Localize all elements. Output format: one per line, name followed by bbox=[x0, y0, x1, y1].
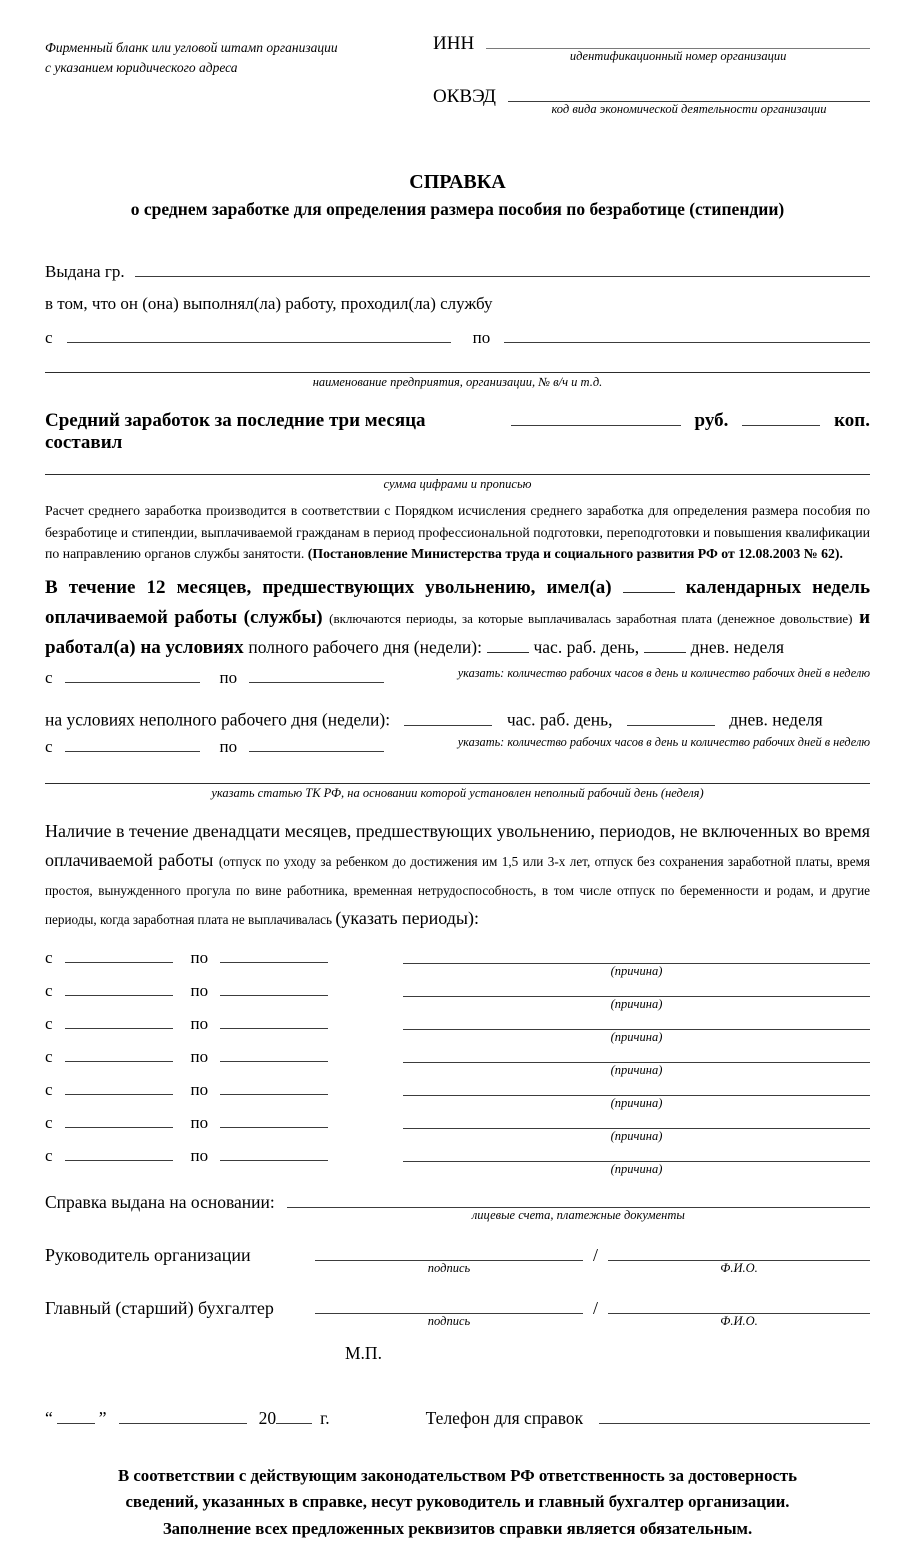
quote-open: “ bbox=[45, 1407, 53, 1428]
period-from-field[interactable] bbox=[65, 944, 173, 963]
excluded-period-rows bbox=[45, 944, 870, 1175]
basis-field[interactable] bbox=[287, 1187, 870, 1208]
okved-caption: код вида экономической деятельности организации bbox=[551, 101, 827, 116]
work-from-label: с bbox=[45, 327, 53, 347]
head-name-caption: Ф.И.О. bbox=[720, 1260, 758, 1275]
basis-label: Справка выдана на основании: bbox=[45, 1192, 275, 1213]
part-time-section bbox=[45, 706, 870, 730]
period-from-label: с bbox=[45, 1080, 53, 1100]
period-reason-caption: (причина) bbox=[610, 1162, 663, 1176]
excluded-lead-small: (отпуск по уходу за ребенком до достижения им 1,5 или 3-х лет, отпуск без сохранения заработной платы, время простоя, вынужденного прогула по вине работника, временная нетрудоспособность, в том числе отпуск по беременности и родам, и другие периоды, когда заработная плата не выплачивалась bbox=[45, 853, 870, 927]
full-days-label: днев. неделя bbox=[690, 637, 785, 657]
excluded-period-row bbox=[45, 944, 870, 977]
inn-caption: идентификационный номер организации bbox=[569, 49, 787, 63]
work-to-label: по bbox=[472, 327, 491, 347]
letterhead-line1: Фирменный бланк или угловой штамп организации bbox=[45, 40, 338, 55]
period-reason-field[interactable] bbox=[403, 944, 870, 964]
full-hours-field[interactable] bbox=[487, 632, 529, 653]
excluded-periods-lead bbox=[45, 817, 870, 932]
period-to-label: по bbox=[190, 1014, 209, 1034]
day-field[interactable] bbox=[57, 1404, 95, 1423]
disclaimer-line1: В соответствии с действующим законодательством РФ ответственность за достоверность bbox=[117, 1465, 798, 1485]
earnings-rub-field[interactable] bbox=[511, 405, 681, 426]
twelve-bold-2: календарных недель оплачиваемой работы (службы) bbox=[45, 577, 871, 628]
sum-caption: сумма цифрами и прописью bbox=[383, 476, 532, 491]
period-reason-field[interactable] bbox=[403, 1109, 870, 1129]
period-reason-caption: (причина) bbox=[610, 997, 663, 1011]
excluded-period-row bbox=[45, 977, 870, 1010]
period-to-label: по bbox=[190, 1047, 209, 1067]
period-to-field[interactable] bbox=[220, 1109, 328, 1128]
period-from-label: с bbox=[45, 1113, 53, 1133]
calc-note-regular: Расчет среднего заработка производится в соответствии с Порядком исчисления среднего заработка для определения размера пособия по безработице и стипендии, выплачиваемой гражданам в период профессиональной подготовки, переподготовки и повышения квалификации по направлению органов службы занятости. bbox=[45, 503, 870, 561]
excluded-period-row bbox=[45, 1109, 870, 1142]
full-to-label: по bbox=[219, 668, 238, 688]
period-from-label: с bbox=[45, 981, 53, 1001]
period-to-field[interactable] bbox=[220, 1043, 328, 1062]
twelve-small-note: (включаются периоды, за которые выплачивалась заработная плата (денежное довольствие) bbox=[329, 610, 853, 626]
okved-label: ОКВЭД bbox=[433, 85, 496, 107]
date-phone-row bbox=[45, 1404, 870, 1428]
calc-note-decree: (Постановление Министерства труда и социального развития РФ от 12.08.2003 № 62). bbox=[307, 545, 843, 561]
part-time-period-row bbox=[45, 733, 870, 757]
full-from-field[interactable] bbox=[65, 664, 200, 683]
earnings-label: Средний заработок за последние три месяца составил bbox=[45, 409, 426, 453]
period-to-field[interactable] bbox=[220, 977, 328, 996]
part-days-field[interactable] bbox=[627, 706, 715, 725]
head-name-field[interactable] bbox=[608, 1240, 870, 1261]
okved-row bbox=[433, 79, 870, 118]
stamp-label: М.П. bbox=[345, 1343, 382, 1364]
part-from-label: с bbox=[45, 736, 53, 756]
issued-to-label: Выдана гр. bbox=[45, 262, 125, 282]
basis-section bbox=[45, 1187, 870, 1224]
sum-rule bbox=[45, 474, 870, 475]
excluded-period-row bbox=[45, 1076, 870, 1109]
full-time-caption: указать: количество рабочих часов в день и количество рабочих дней в неделю bbox=[457, 666, 870, 681]
year-field[interactable] bbox=[276, 1404, 312, 1423]
okved-field[interactable] bbox=[508, 79, 870, 102]
title-subtitle: о среднем заработке для определения размера пособия по безработице (стипендии) bbox=[130, 199, 785, 220]
accountant-label: Главный (старший) бухгалтер bbox=[45, 1297, 274, 1318]
head-signature-field[interactable] bbox=[315, 1240, 583, 1261]
full-day-label: полного рабочего дня (недели): bbox=[248, 637, 482, 657]
period-to-label: по bbox=[190, 948, 209, 968]
excluded-lead-end: (указать периоды): bbox=[335, 907, 480, 928]
twelve-bold-3: и работал(а) на условиях bbox=[45, 606, 871, 658]
letterhead-line2: с указанием юридического адреса bbox=[45, 60, 238, 76]
full-from-label: с bbox=[45, 668, 53, 688]
period-to-field[interactable] bbox=[220, 1076, 328, 1095]
period-from-field[interactable] bbox=[65, 977, 173, 996]
basis-caption: лицевые счета, платежные документы bbox=[471, 1208, 685, 1223]
period-reason-caption: (причина) bbox=[610, 1030, 663, 1044]
period-to-label: по bbox=[190, 1080, 209, 1100]
full-hours-label: час. раб. день, bbox=[533, 637, 640, 657]
head-signature-row bbox=[45, 1240, 870, 1277]
full-to-field[interactable] bbox=[249, 664, 384, 683]
year-suffix: г. bbox=[320, 1407, 330, 1428]
disclaimer-line3: Заполнение всех предложенных реквизитов справки является обязательным. bbox=[162, 1519, 753, 1539]
year-prefix: 20 bbox=[258, 1407, 277, 1428]
period-reason-field[interactable] bbox=[403, 1043, 870, 1063]
period-to-field[interactable] bbox=[220, 944, 328, 963]
period-to-field[interactable] bbox=[220, 1142, 328, 1161]
earnings-kop-field[interactable] bbox=[742, 405, 820, 426]
issued-section bbox=[45, 258, 870, 390]
full-days-field[interactable] bbox=[644, 632, 686, 653]
accountant-signature-row bbox=[45, 1293, 870, 1330]
organization-rule bbox=[45, 372, 870, 373]
tk-caption: указать статью ТК РФ, на основании которой установлен неполный рабочий день (неделя) bbox=[211, 785, 704, 800]
calculation-note bbox=[45, 500, 870, 564]
period-from-field[interactable] bbox=[65, 1010, 173, 1029]
period-from-field[interactable] bbox=[65, 1043, 173, 1062]
period-from-field[interactable] bbox=[65, 1142, 173, 1161]
quote-close: ” bbox=[98, 1407, 107, 1428]
part-to-label: по bbox=[219, 736, 238, 756]
disclaimer-line2: сведений, указанных в справке, несут руководитель и главный бухгалтер организации. bbox=[125, 1492, 790, 1512]
twelve-bold-1: В течение 12 месяцев, предшествующих увольнению, имел(а) bbox=[45, 577, 612, 599]
part-days-label: днев. неделя bbox=[729, 709, 823, 730]
inn-row bbox=[433, 26, 870, 65]
period-reason-caption: (причина) bbox=[610, 964, 663, 978]
head-label: Руководитель организации bbox=[45, 1244, 251, 1265]
kop-label: коп. bbox=[834, 409, 870, 431]
earnings-section bbox=[45, 405, 870, 454]
title-main: СПРАВКА bbox=[409, 171, 506, 194]
month-field[interactable] bbox=[119, 1404, 247, 1423]
period-from-field[interactable] bbox=[65, 1109, 173, 1128]
period-from-label: с bbox=[45, 1047, 53, 1067]
twelve-months-section bbox=[45, 572, 870, 662]
period-reason-field[interactable] bbox=[403, 1076, 870, 1096]
accountant-signature-field[interactable] bbox=[315, 1293, 583, 1314]
period-reason-caption: (причина) bbox=[610, 1096, 663, 1110]
part-time-caption: указать: количество рабочих часов в день и количество рабочих дней в неделю bbox=[457, 734, 870, 749]
work-to-field[interactable] bbox=[504, 324, 870, 343]
period-from-label: с bbox=[45, 1146, 53, 1166]
full-time-period-row bbox=[45, 664, 870, 688]
period-reason-field[interactable] bbox=[403, 1142, 870, 1162]
part-from-field[interactable] bbox=[65, 733, 200, 752]
period-to-field[interactable] bbox=[220, 1010, 328, 1029]
inn-label: ИНН bbox=[433, 33, 475, 54]
period-reason-caption: (причина) bbox=[610, 1063, 663, 1077]
phone-label: Телефон для справок bbox=[425, 1407, 584, 1428]
accountant-sign-caption: подпись bbox=[427, 1313, 471, 1328]
form-header bbox=[45, 26, 870, 117]
part-hours-label: час. раб. день, bbox=[506, 709, 613, 730]
part-time-label: на условиях неполного рабочего дня (недели): bbox=[45, 709, 391, 730]
inn-field[interactable] bbox=[486, 26, 870, 49]
excluded-period-row bbox=[45, 1043, 870, 1076]
organization-caption: наименование предприятия, организации, № в/ч и т.д. bbox=[312, 374, 603, 389]
issued-to-field[interactable] bbox=[135, 258, 870, 277]
period-reason-field[interactable] bbox=[403, 1010, 870, 1030]
phone-field[interactable] bbox=[599, 1404, 870, 1423]
disclaimer bbox=[45, 1463, 870, 1543]
accountant-name-caption: Ф.И.О. bbox=[720, 1313, 758, 1328]
form-title bbox=[45, 171, 870, 220]
calendar-weeks-field[interactable] bbox=[623, 572, 675, 593]
part-hours-field[interactable] bbox=[404, 706, 492, 725]
excluded-lead-large: Наличие в течение двенадцати месяцев, предшествующих увольнению, периодов, не включенных во время оплачиваемой работы bbox=[45, 821, 870, 870]
head-sign-caption: подпись bbox=[427, 1260, 471, 1275]
rub-label: руб. bbox=[694, 409, 729, 431]
period-from-label: с bbox=[45, 1014, 53, 1034]
excluded-period-row bbox=[45, 1142, 870, 1175]
tk-rule bbox=[45, 783, 870, 784]
head-slash: / bbox=[593, 1244, 599, 1265]
header-fields bbox=[433, 26, 870, 117]
period-to-label: по bbox=[190, 1146, 209, 1166]
part-to-field[interactable] bbox=[249, 733, 384, 752]
period-to-label: по bbox=[190, 981, 209, 1001]
period-from-field[interactable] bbox=[65, 1076, 173, 1095]
period-reason-caption: (причина) bbox=[610, 1129, 663, 1143]
work-statement: в том, что он (она) выполнял(ла) работу, проходил(ла) службу bbox=[45, 294, 493, 314]
period-to-label: по bbox=[190, 1113, 209, 1133]
accountant-name-field[interactable] bbox=[608, 1293, 870, 1314]
letterhead-note bbox=[45, 26, 385, 79]
period-reason-field[interactable] bbox=[403, 977, 870, 997]
period-from-label: с bbox=[45, 948, 53, 968]
work-from-field[interactable] bbox=[67, 324, 451, 343]
excluded-period-row bbox=[45, 1010, 870, 1043]
accountant-slash: / bbox=[593, 1297, 599, 1318]
